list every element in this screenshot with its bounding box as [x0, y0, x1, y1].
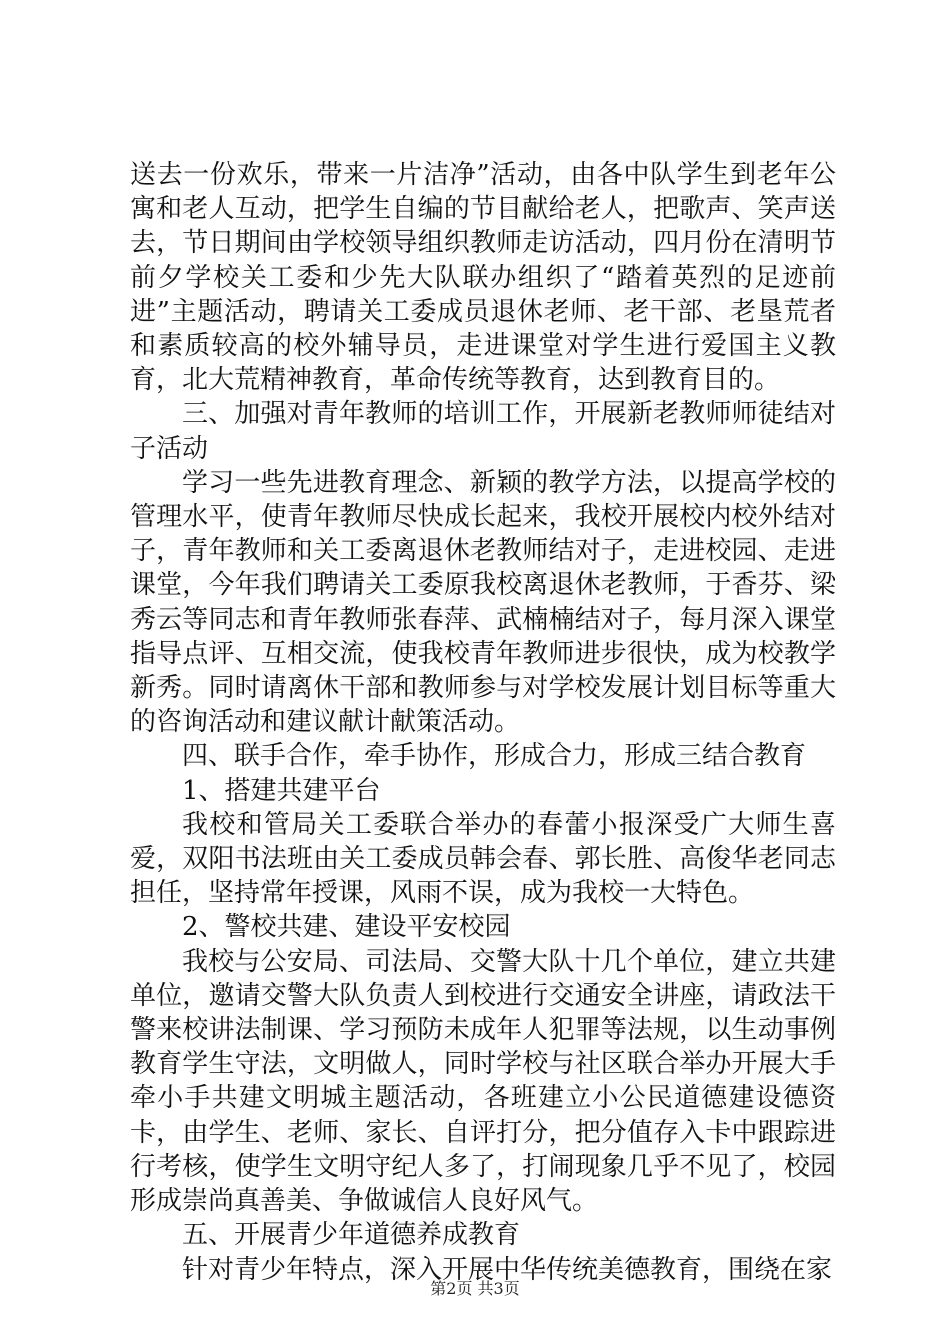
subheading-4-2: 2、警校共建、建设平安校园 [182, 912, 511, 943]
document-body [130, 158, 836, 1287]
section-heading-3: 三、加强对青年教师的培训工作，开展新老教师师徒结对子活动 [130, 399, 836, 464]
paragraph-5: 针对青少年特点，深入开展中华传统美德教育，围绕在家 [182, 1254, 833, 1285]
subheading-4-1: 1、搭建共建平台 [182, 775, 381, 806]
paragraph-1: 送去一份欢乐，带来一片洁净”活动，由各中队学生到老年公寓和老人互动，把学生自编的节目献给老人，把歌声、笑声送去，节日期间由学校领导组织教师走访活动，四月份在清明节前夕学校关工委和少先大队联办组织了“踏着英烈的足迹前进”主题活动，聘请关工委成员退休老师、老干部、老垦荒者和素质较高的校外辅导员，走进课堂对学生进行爱国主义教育，北大荒精神教育，革命传统等教育，达到教育目的。 [130, 160, 836, 396]
section-heading-5: 五、开展青少年道德养成教育 [182, 1220, 521, 1251]
paragraph-2: 学习一些先进教育理念、新颖的教学方法，以提高学校的管理水平，使青年教师尽快成长起来，我校开展校内校外结对子，青年教师和关工委离退休老教师结对子，走进校园、走进课堂，今年我们聘请关工委原我校离退休老教师，于香芬、梁秀云等同志和青年教师张春萍、武楠楠结对子，每月深入课堂指导点评、互相交流，使我校青年教师进步很快，成为校教学新秀。同时请离休干部和教师参与对学校发展计划目标等重大的咨询活动和建议献计献策活动。 [130, 467, 836, 738]
page-footer: 第2页 共3页 [430, 1279, 520, 1298]
paragraph-3: 我校和管局关工委联合举办的春蕾小报深受广大师生喜爱，双阳书法班由关工委成员韩会春、郭长胜、高俊华老同志担任，坚持常年授课，风雨不误，成为我校一大特色。 [130, 809, 836, 909]
paragraph-4: 我校与公安局、司法局、交警大队十几个单位，建立共建单位，邀请交警大队负责人到校进行交通安全讲座，请政法干警来校讲法制课、学习预防未成年人犯罪等法规，以生动事例教育学生守法，文明做人，同时学校与社区联合举办开展大手牵小手共建文明城主题活动，各班建立小公民道德建设德资卡，由学生、老师、家长、自评打分，把分值存入卡中跟踪进行考核，使学生文明守纪人多了，打闹现象几乎不见了，校园形成崇尚真善美、争做诚信人良好风气。 [130, 946, 836, 1217]
section-heading-4: 四、联手合作，牵手协作，形成合力，形成三结合教育 [182, 741, 807, 772]
